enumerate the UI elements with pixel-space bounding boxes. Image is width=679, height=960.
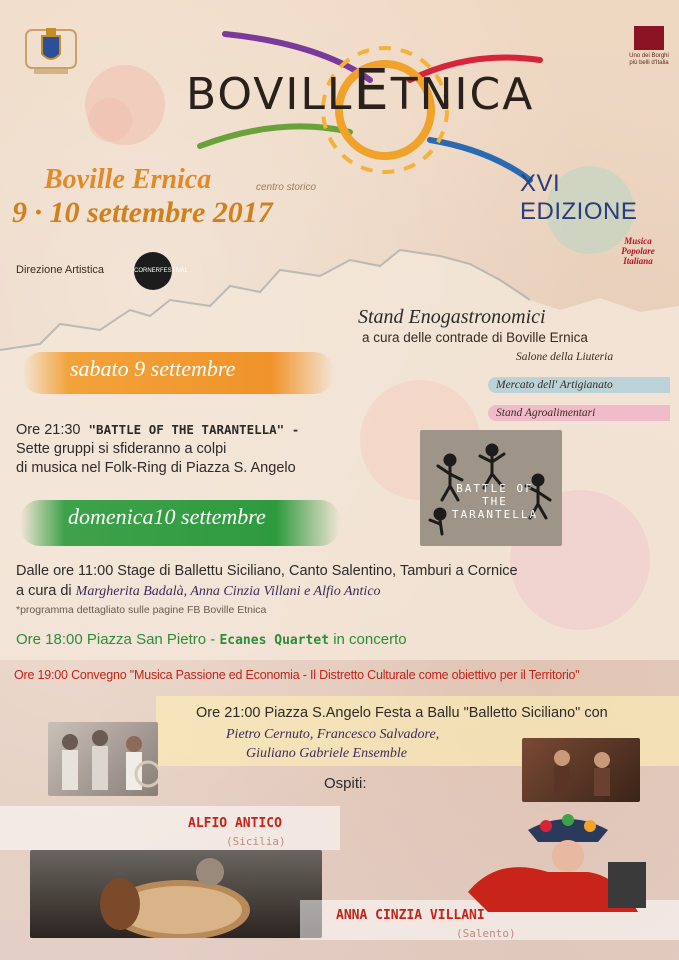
cornerfestival-logo: CORNERFESTIVAL	[134, 252, 172, 290]
domenica-banner-text: domenica10 settembre	[68, 504, 266, 529]
sabato-desc-1: Sette gruppi si sfideranno a colpi	[16, 441, 227, 457]
frame-drum-icon	[30, 850, 322, 938]
sabato-desc-2: di musica nel Folk-Ring di Piazza S. Angelo	[16, 460, 296, 476]
stand-tag: Salone della Liuteria	[516, 351, 614, 363]
guest2-name: ANNA CINZIA VILLANI	[336, 908, 485, 923]
borghi-label: Uno dei Borghi più belli d'Italia	[629, 53, 669, 66]
city-crest-icon	[20, 22, 82, 78]
ore21-names-2: Giuliano Gabriele Ensemble	[246, 746, 407, 761]
sabato-event-title: "BATTLE OF THE TARANTELLA" -	[88, 422, 300, 437]
ensemble-photo	[522, 738, 640, 802]
sabato-event	[16, 420, 299, 440]
singer-accordion-icon	[468, 812, 658, 912]
centro-storico-label: centro storico	[256, 182, 317, 193]
domenica-banner	[20, 500, 340, 546]
borghi-logo-icon	[634, 26, 664, 50]
logo-part1: BOVILL	[186, 69, 354, 120]
anna-cinzia-villani-photo	[468, 812, 658, 912]
mpi-line: Popolare	[621, 246, 655, 256]
musicians-photo	[48, 722, 158, 796]
ore18-suffix: in concerto	[333, 631, 407, 648]
ore18-event	[16, 630, 407, 650]
festival-dates: 9 · 10 settembre 2017	[12, 196, 273, 229]
cura-names: Margherita Badalà, Anna Cinzia Villani e Alfio Antico	[75, 584, 381, 599]
ore18-band: Ecanes Quartet	[219, 633, 330, 648]
cura-prefix: a cura di	[16, 583, 72, 599]
mpi-line: Musica	[624, 236, 652, 246]
alfio-antico-photo	[30, 850, 322, 938]
guest2-region: (Salento)	[456, 927, 516, 940]
city-name: Boville Ernica	[44, 164, 212, 195]
ore21-names-1: Pietro Cernuto, Francesco Salvadore,	[226, 727, 440, 742]
battle-tarantella-image	[420, 430, 562, 546]
logo-part3: TNICA	[390, 69, 535, 120]
ospiti-label: Ospiti:	[324, 775, 367, 792]
sabato-banner-text: sabato 9 settembre	[70, 356, 236, 381]
ore21-event: Ore 21:00 Piazza S.Angelo Festa a Ballu "Balletto Siciliano" con	[196, 705, 608, 721]
stand-subtitle: a cura delle contrade di Boville Ernica	[362, 330, 588, 345]
ensemble-silhouette-icon	[522, 738, 640, 802]
stand-tag: Stand Agroalimentari	[488, 405, 670, 421]
ore19-time: Ore 19:00	[14, 668, 68, 682]
sabato-time: Ore 21:30	[16, 422, 81, 438]
musicians-silhouette-icon	[48, 722, 158, 796]
decorative-splash	[70, 50, 180, 160]
sabato-banner	[22, 352, 334, 394]
guest1-region: (Sicilia)	[226, 835, 286, 848]
logo-part2: E	[353, 58, 391, 123]
domenica-cura	[16, 582, 381, 601]
stand-tag: Mercato dell' Artigianato	[488, 377, 670, 393]
guest1-name: ALFIO ANTICO	[188, 816, 282, 831]
ore18-text: Ore 18:00 Piazza San Pietro -	[16, 631, 216, 648]
musica-popolare-logo	[612, 236, 664, 266]
battle-caption: BATTLE OF THE TARANTELLA	[451, 482, 539, 521]
ore19-text: Convegno "Musica Passione ed Economia - Il Distretto Culturale come obiettivo per il Territorio"	[71, 668, 580, 682]
direzione-label: Direzione Artistica	[16, 264, 105, 276]
ore19-event	[14, 666, 580, 685]
guest1-band	[0, 806, 340, 850]
mpi-line: Italiana	[623, 256, 653, 266]
program-note: *programma dettagliato sulle pagine FB Boville Etnica	[16, 604, 267, 616]
domenica-stage: Dalle ore 11:00 Stage di Ballettu Siciliano, Canto Salentino, Tamburi a Cornice	[16, 563, 518, 579]
festival-logo	[186, 58, 534, 123]
stand-title: Stand Enogastronomici	[358, 306, 546, 328]
edition-label: XVI EDIZIONE	[520, 170, 638, 225]
